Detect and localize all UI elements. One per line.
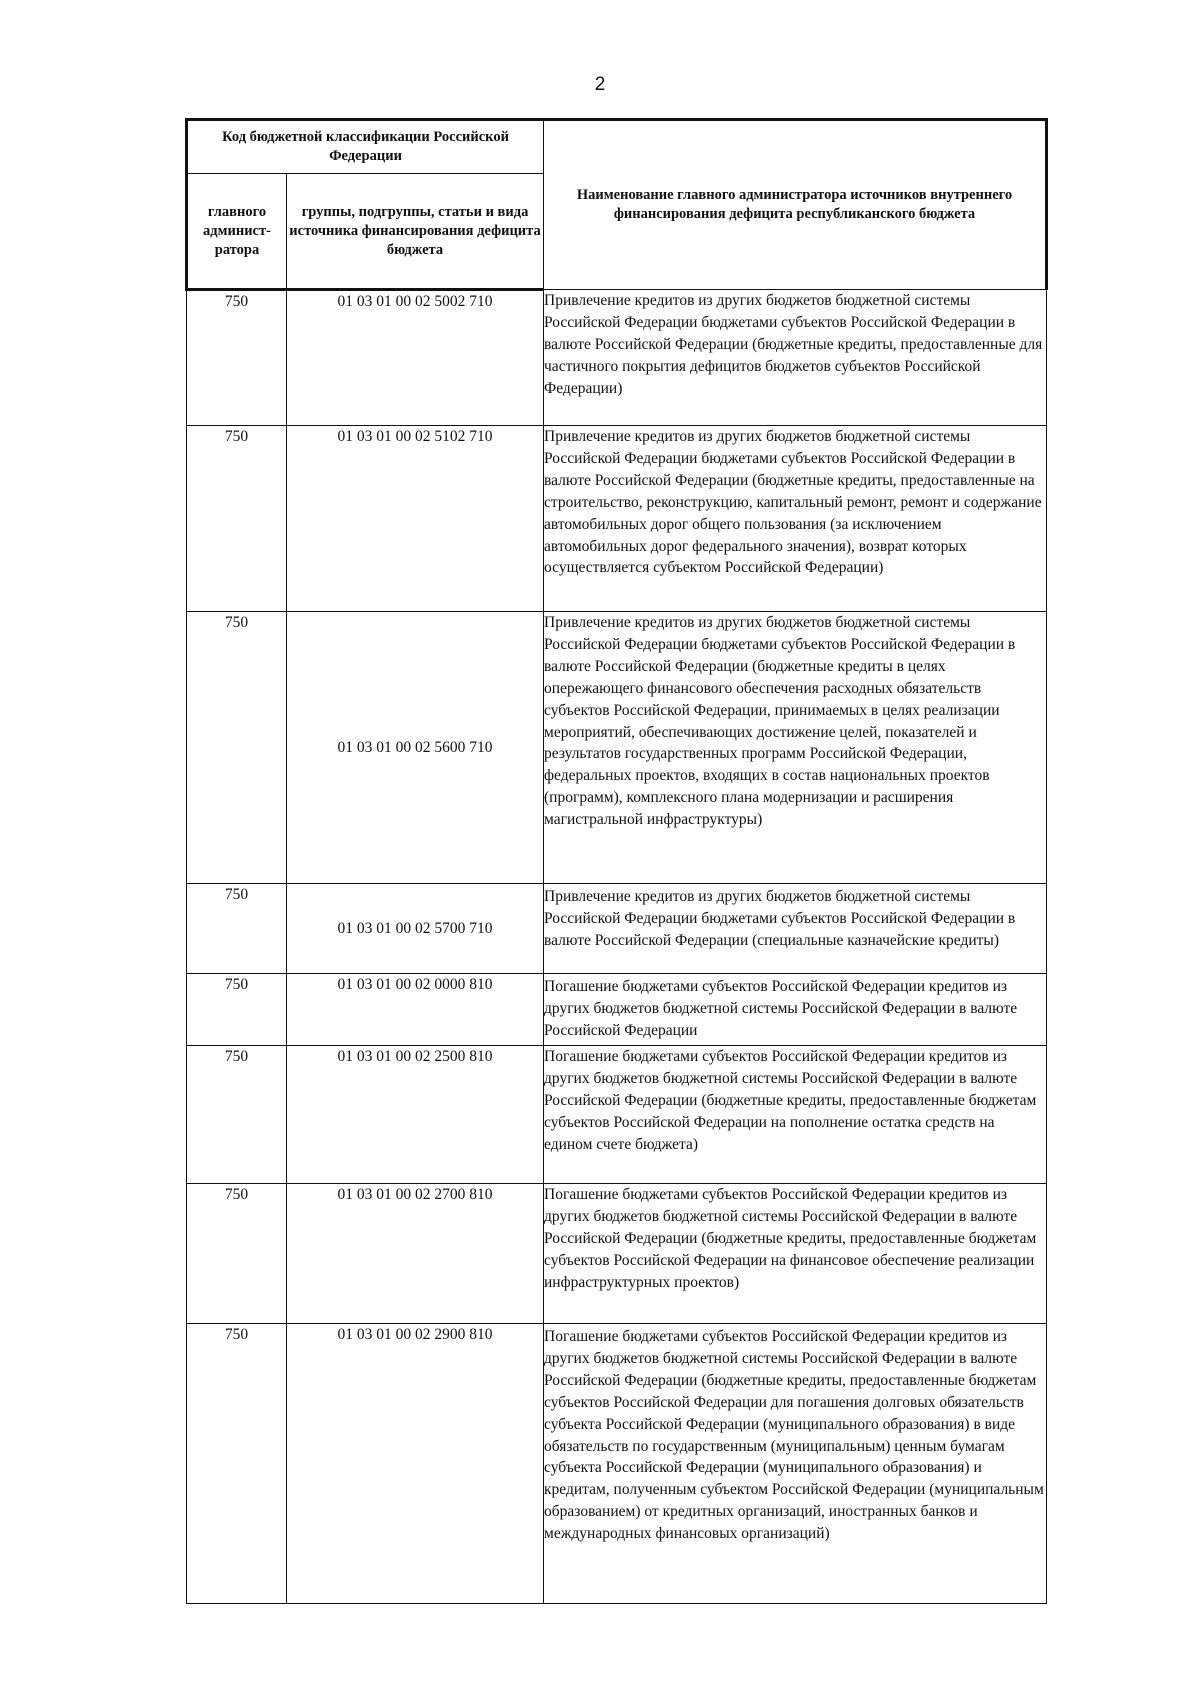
source-code-cell: 01 03 01 00 02 2500 810 bbox=[287, 1046, 544, 1184]
header-admin-column: главного админист-ратора bbox=[187, 174, 287, 290]
admin-code-cell: 750 bbox=[187, 1184, 287, 1324]
admin-code-cell: 750 bbox=[187, 1046, 287, 1184]
source-name-cell: Погашение бюджетами субъектов Российской Федерации кредитов из других бюджетов бюджетной системы Российской Федерации в валюте Российской Федерации bbox=[544, 974, 1047, 1046]
table-row bbox=[187, 290, 1047, 426]
table-row bbox=[187, 974, 1047, 1046]
source-name-cell: Погашение бюджетами субъектов Российской Федерации кредитов из других бюджетов бюджетной системы Российской Федерации в валюте Российской Федерации (бюджетные кредиты, предоставленные бюджетам субъектов Российской Федерации на финансовое обеспечение реализации инфраструктурных проектов) bbox=[544, 1184, 1047, 1324]
source-code-cell: 01 03 01 00 02 2900 810 bbox=[287, 1324, 544, 1604]
source-name-cell: Погашение бюджетами субъектов Российской Федерации кредитов из других бюджетов бюджетной системы Российской Федерации в валюте Российской Федерации (бюджетные кредиты, предоставленные бюджетам субъектов Российской Федерации для погашения долговых обязательств субъекта Российской Федерации (муниципального образования) в виде обязательств по государственным (муниципальным) ценным бумагам субъекта Российской Федерации (муниципального образования) и кредитам, полученным субъектом Российской Федерации (муниципальным образованием) от кредитных организаций, иностранных банков и международных финансовых организаций) bbox=[544, 1324, 1047, 1604]
source-name-cell: Привлечение кредитов из других бюджетов бюджетной системы Российской Федерации бюджетами субъектов Российской Федерации в валюте Российской Федерации (бюджетные кредиты в целях опережающего финансового обеспечения расходных обязательств субъектов Российской Федерации, принимаемых в целях реализации мероприятий, обеспечивающих достижение целей, показателей и результатов государственных программ Российской Федерации, федеральных проектов, входящих в состав национальных проектов (программ), комплексного плана модернизации и расширения магистральной инфраструктуры) bbox=[544, 612, 1047, 884]
header-name-column: Наименование главного администратора источников внутреннего финансирования дефицита республиканского бюджета bbox=[544, 120, 1047, 290]
source-name-cell: Привлечение кредитов из других бюджетов бюджетной системы Российской Федерации бюджетами субъектов Российской Федерации в валюте Российской Федерации (бюджетные кредиты, предоставленные на строительство, реконструкцию, капитальный ремонт, ремонт и содержание автомобильных дорог общего пользования (за исключением автомобильных дорог федерального значения), возврат которых осуществляется субъектом Российской Федерации) bbox=[544, 426, 1047, 612]
source-code-cell: 01 03 01 00 02 5002 710 bbox=[287, 290, 544, 426]
table-row bbox=[187, 426, 1047, 612]
admin-code-cell: 750 bbox=[187, 612, 287, 884]
table-row bbox=[187, 1046, 1047, 1184]
source-code-cell: 01 03 01 00 02 0000 810 bbox=[287, 974, 544, 1046]
source-code-cell: 01 03 01 00 02 5700 710 bbox=[287, 884, 544, 974]
header-source-column: группы, подгруппы, статьи и вида источника финансирования дефицита бюджета bbox=[287, 174, 544, 290]
table-row bbox=[187, 612, 1047, 884]
header-code-group: Код бюджетной классификации Российской Федерации bbox=[187, 120, 544, 174]
admin-code-cell: 750 bbox=[187, 1324, 287, 1604]
admin-code-cell: 750 bbox=[187, 884, 287, 974]
table-row bbox=[187, 884, 1047, 974]
source-code-cell: 01 03 01 00 02 5102 710 bbox=[287, 426, 544, 612]
admin-code-cell: 750 bbox=[187, 974, 287, 1046]
table-row bbox=[187, 1324, 1047, 1604]
source-name-cell: Привлечение кредитов из других бюджетов бюджетной системы Российской Федерации бюджетами субъектов Российской Федерации в валюте Российской Федерации (бюджетные кредиты, предоставленные для частичного покрытия дефицитов бюджетов субъектов Российской Федерации) bbox=[544, 290, 1047, 426]
table-row bbox=[187, 1184, 1047, 1324]
budget-classification-table bbox=[185, 118, 1048, 1604]
source-code-cell: 01 03 01 00 02 2700 810 bbox=[287, 1184, 544, 1324]
page-number: 2 bbox=[594, 74, 606, 95]
source-code-cell: 01 03 01 00 02 5600 710 bbox=[287, 612, 544, 884]
source-name-cell: Привлечение кредитов из других бюджетов бюджетной системы Российской Федерации бюджетами субъектов Российской Федерации в валюте Российской Федерации (специальные казначейские кредиты) bbox=[544, 884, 1047, 974]
source-name-cell: Погашение бюджетами субъектов Российской Федерации кредитов из других бюджетов бюджетной системы Российской Федерации в валюте Российской Федерации (бюджетные кредиты, предоставленные бюджетам субъектов Российской Федерации на пополнение остатка средств на едином счете бюджета) bbox=[544, 1046, 1047, 1184]
admin-code-cell: 750 bbox=[187, 426, 287, 612]
admin-code-cell: 750 bbox=[187, 290, 287, 426]
